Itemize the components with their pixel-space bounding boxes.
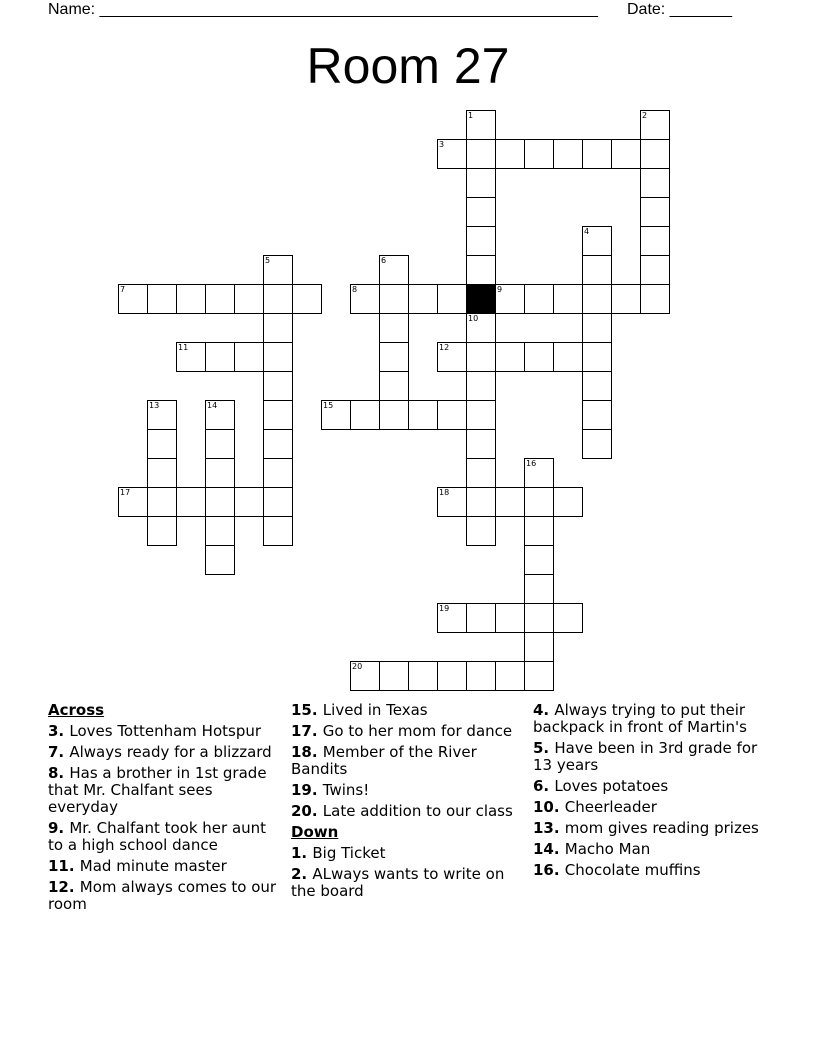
grid-cell[interactable] xyxy=(379,342,409,372)
grid-cell[interactable] xyxy=(553,487,583,517)
grid-cell[interactable] xyxy=(437,487,467,517)
clue-number: 12. xyxy=(48,878,80,896)
grid-cell[interactable] xyxy=(466,487,496,517)
clue-text: Member of the River Bandits xyxy=(291,743,477,778)
grid-cell[interactable] xyxy=(524,284,554,314)
grid-cell[interactable] xyxy=(640,139,670,169)
grid-cell[interactable] xyxy=(466,139,496,169)
clue-number: 2 xyxy=(642,111,648,120)
clue-number: 12 xyxy=(439,343,450,352)
clue-number: 7 xyxy=(120,285,126,294)
clue-text: Always ready for a blizzard xyxy=(69,743,272,761)
grid-cell[interactable] xyxy=(205,545,235,575)
down-clue xyxy=(533,862,768,879)
clue-text: Twins! xyxy=(322,781,370,799)
grid-cell[interactable] xyxy=(495,342,525,372)
clue-number: 3 xyxy=(439,140,445,149)
grid-cell[interactable] xyxy=(553,603,583,633)
grid-cell[interactable] xyxy=(379,371,409,401)
clue-number: 8 xyxy=(352,285,358,294)
grid-cell[interactable] xyxy=(263,516,293,546)
clue-text: Loves potatoes xyxy=(554,777,669,795)
clue-number: 9 xyxy=(497,285,503,294)
clue-number: 18 xyxy=(439,488,450,497)
grid-cell[interactable] xyxy=(524,661,554,691)
grid-cell[interactable] xyxy=(147,400,177,430)
clue-text: mom gives reading prizes xyxy=(564,819,759,837)
grid-cell[interactable] xyxy=(263,313,293,343)
grid-cell[interactable] xyxy=(582,371,612,401)
grid-cell[interactable] xyxy=(466,429,496,459)
black-cell xyxy=(466,284,496,314)
grid-cell[interactable] xyxy=(582,255,612,285)
clue-number: 13. xyxy=(533,819,565,837)
crossword-grid xyxy=(118,110,678,710)
grid-cell[interactable] xyxy=(176,284,206,314)
clue-number: 5 xyxy=(265,256,271,265)
grid-cell[interactable] xyxy=(379,400,409,430)
clue-number: 4. xyxy=(533,701,555,719)
across-clue xyxy=(48,879,283,913)
grid-cell[interactable] xyxy=(205,429,235,459)
grid-cell[interactable] xyxy=(147,429,177,459)
grid-cell[interactable] xyxy=(437,400,467,430)
grid-cell[interactable] xyxy=(495,139,525,169)
grid-cell[interactable] xyxy=(263,487,293,517)
across-clue xyxy=(291,744,526,778)
grid-cell[interactable] xyxy=(611,139,641,169)
clue-text: Cheerleader xyxy=(564,798,657,816)
clue-text: Big Ticket xyxy=(312,844,386,862)
grid-cell[interactable] xyxy=(205,458,235,488)
grid-cell[interactable] xyxy=(234,487,264,517)
grid-cell[interactable] xyxy=(582,313,612,343)
grid-cell[interactable] xyxy=(118,284,148,314)
date-field: Date: _______ xyxy=(627,1,732,18)
grid-cell[interactable] xyxy=(205,516,235,546)
clue-number: 5. xyxy=(533,739,555,757)
grid-cell[interactable] xyxy=(640,226,670,256)
grid-cell[interactable] xyxy=(234,284,264,314)
clue-number: 11. xyxy=(48,857,80,875)
grid-cell[interactable] xyxy=(466,197,496,227)
grid-cell[interactable] xyxy=(263,429,293,459)
clue-number: 9. xyxy=(48,819,70,837)
across-clue xyxy=(48,765,283,816)
grid-cell[interactable] xyxy=(466,226,496,256)
clue-text: Loves Tottenham Hotspur xyxy=(69,722,262,740)
grid-cell[interactable] xyxy=(495,603,525,633)
grid-cell[interactable] xyxy=(437,284,467,314)
grid-cell[interactable] xyxy=(582,284,612,314)
clue-text: Always trying to put their backpack in front of Martin's xyxy=(533,701,747,736)
grid-cell[interactable] xyxy=(640,110,670,140)
clue-text: Mr. Chalfant took her aunt to a high school dance xyxy=(48,819,267,854)
clue-text: Mad minute master xyxy=(79,857,227,875)
across-clue xyxy=(48,820,283,854)
grid-cell[interactable] xyxy=(350,400,380,430)
grid-cell[interactable] xyxy=(466,371,496,401)
across-clue xyxy=(291,782,526,799)
clue-number: 14 xyxy=(207,401,218,410)
grid-cell[interactable] xyxy=(205,342,235,372)
grid-cell[interactable] xyxy=(263,371,293,401)
clue-number: 18. xyxy=(291,743,323,761)
across-clue xyxy=(291,702,526,719)
grid-cell[interactable] xyxy=(524,342,554,372)
clues-column-1 xyxy=(48,702,283,917)
grid-cell[interactable] xyxy=(437,603,467,633)
across-clue xyxy=(48,744,283,761)
grid-cell[interactable] xyxy=(350,284,380,314)
grid-cell[interactable] xyxy=(582,342,612,372)
grid-cell[interactable] xyxy=(466,110,496,140)
grid-cell[interactable] xyxy=(379,255,409,285)
across-heading: Across xyxy=(48,701,105,719)
down-clue xyxy=(533,841,768,858)
down-clue xyxy=(533,778,768,795)
clue-number: 2. xyxy=(291,865,313,883)
grid-cell[interactable] xyxy=(495,661,525,691)
puzzle-title: Room 27 xyxy=(306,38,510,94)
grid-cell[interactable] xyxy=(234,342,264,372)
clue-number: 6 xyxy=(381,256,387,265)
clue-text: Chocolate muffins xyxy=(564,861,701,879)
grid-cell[interactable] xyxy=(379,284,409,314)
clue-text: Macho Man xyxy=(564,840,651,858)
grid-cell[interactable] xyxy=(466,516,496,546)
clue-number: 17. xyxy=(291,722,323,740)
across-clue xyxy=(291,803,526,820)
grid-cell[interactable] xyxy=(524,487,554,517)
grid-cell[interactable] xyxy=(147,487,177,517)
grid-cell[interactable] xyxy=(466,661,496,691)
clue-number: 8. xyxy=(48,764,70,782)
grid-cell[interactable] xyxy=(466,313,496,343)
down-clue xyxy=(291,845,526,862)
grid-cell[interactable] xyxy=(524,574,554,604)
clues-column-2 xyxy=(291,702,526,904)
grid-cell[interactable] xyxy=(582,139,612,169)
grid-cell[interactable] xyxy=(524,603,554,633)
across-clue xyxy=(48,858,283,875)
clue-number: 1 xyxy=(468,111,474,120)
grid-cell[interactable] xyxy=(640,284,670,314)
clue-number: 20. xyxy=(291,802,323,820)
clue-number: 10 xyxy=(468,314,479,323)
grid-cell[interactable] xyxy=(553,342,583,372)
grid-cell[interactable] xyxy=(524,516,554,546)
grid-cell[interactable] xyxy=(118,487,148,517)
down-clue xyxy=(533,702,768,736)
grid-cell[interactable] xyxy=(263,342,293,372)
grid-cell[interactable] xyxy=(553,139,583,169)
grid-cell[interactable] xyxy=(292,284,322,314)
grid-cell[interactable] xyxy=(611,284,641,314)
grid-cell[interactable] xyxy=(147,284,177,314)
grid-cell[interactable] xyxy=(553,284,583,314)
grid-cell[interactable] xyxy=(495,487,525,517)
clue-number: 19 xyxy=(439,604,450,613)
grid-cell[interactable] xyxy=(205,400,235,430)
grid-cell[interactable] xyxy=(205,487,235,517)
clue-number: 3. xyxy=(48,722,70,740)
grid-cell[interactable] xyxy=(466,400,496,430)
clue-number: 16. xyxy=(533,861,565,879)
grid-cell[interactable] xyxy=(466,168,496,198)
across-clue xyxy=(291,723,526,740)
grid-cell[interactable] xyxy=(640,168,670,198)
clue-text: Late addition to our class xyxy=(322,802,513,820)
grid-cell[interactable] xyxy=(640,197,670,227)
grid-cell[interactable] xyxy=(408,661,438,691)
down-heading: Down xyxy=(291,823,339,841)
clue-number: 6. xyxy=(533,777,555,795)
grid-cell[interactable] xyxy=(524,458,554,488)
down-clue xyxy=(533,740,768,774)
clue-number: 13 xyxy=(149,401,160,410)
grid-cell[interactable] xyxy=(524,139,554,169)
grid-cell[interactable] xyxy=(640,255,670,285)
clues-column-3 xyxy=(533,702,768,883)
grid-cell[interactable] xyxy=(408,284,438,314)
grid-cell[interactable] xyxy=(147,458,177,488)
grid-cell[interactable] xyxy=(437,661,467,691)
grid-cell[interactable] xyxy=(466,255,496,285)
clue-text: Lived in Texas xyxy=(322,701,428,719)
clue-number: 20 xyxy=(352,662,363,671)
grid-cell[interactable] xyxy=(495,284,525,314)
clue-number: 1. xyxy=(291,844,313,862)
down-clue xyxy=(533,799,768,816)
grid-cell[interactable] xyxy=(263,458,293,488)
grid-cell[interactable] xyxy=(437,342,467,372)
clue-number: 16 xyxy=(526,459,537,468)
clue-number: 15. xyxy=(291,701,323,719)
clue-text: Have been in 3rd grade for 13 years xyxy=(533,739,758,774)
grid-cell[interactable] xyxy=(205,284,235,314)
grid-cell[interactable] xyxy=(147,516,177,546)
clue-text: Go to her mom for dance xyxy=(322,722,513,740)
clue-number: 11 xyxy=(178,343,189,352)
grid-cell[interactable] xyxy=(437,139,467,169)
name-field: Name: ________________________________________________________ xyxy=(48,1,598,18)
grid-cell[interactable] xyxy=(582,226,612,256)
clue-number: 19. xyxy=(291,781,323,799)
grid-cell[interactable] xyxy=(524,545,554,575)
grid-cell[interactable] xyxy=(466,342,496,372)
grid-cell[interactable] xyxy=(321,400,351,430)
grid-cell[interactable] xyxy=(263,400,293,430)
grid-cell[interactable] xyxy=(263,284,293,314)
grid-cell[interactable] xyxy=(379,661,409,691)
across-clue xyxy=(48,723,283,740)
clue-number: 14. xyxy=(533,840,565,858)
grid-cell[interactable] xyxy=(263,255,293,285)
grid-cell[interactable] xyxy=(582,429,612,459)
clue-number: 17 xyxy=(120,488,131,497)
clue-number: 7. xyxy=(48,743,70,761)
down-clue xyxy=(533,820,768,837)
grid-cell[interactable] xyxy=(379,313,409,343)
grid-cell[interactable] xyxy=(466,458,496,488)
grid-cell[interactable] xyxy=(176,342,206,372)
down-clue xyxy=(291,866,526,900)
grid-cell[interactable] xyxy=(408,400,438,430)
clue-number: 10. xyxy=(533,798,565,816)
clue-text: Mom always comes to our room xyxy=(48,878,277,913)
clue-text: ALways wants to write on the board xyxy=(291,865,505,900)
grid-cell[interactable] xyxy=(524,632,554,662)
clue-number: 4 xyxy=(584,227,590,236)
grid-cell[interactable] xyxy=(466,603,496,633)
clue-number: 15 xyxy=(323,401,334,410)
clue-text: Has a brother in 1st grade that Mr. Chalfant sees everyday xyxy=(48,764,267,816)
grid-cell[interactable] xyxy=(176,487,206,517)
grid-cell[interactable] xyxy=(582,400,612,430)
grid-cell[interactable] xyxy=(350,661,380,691)
